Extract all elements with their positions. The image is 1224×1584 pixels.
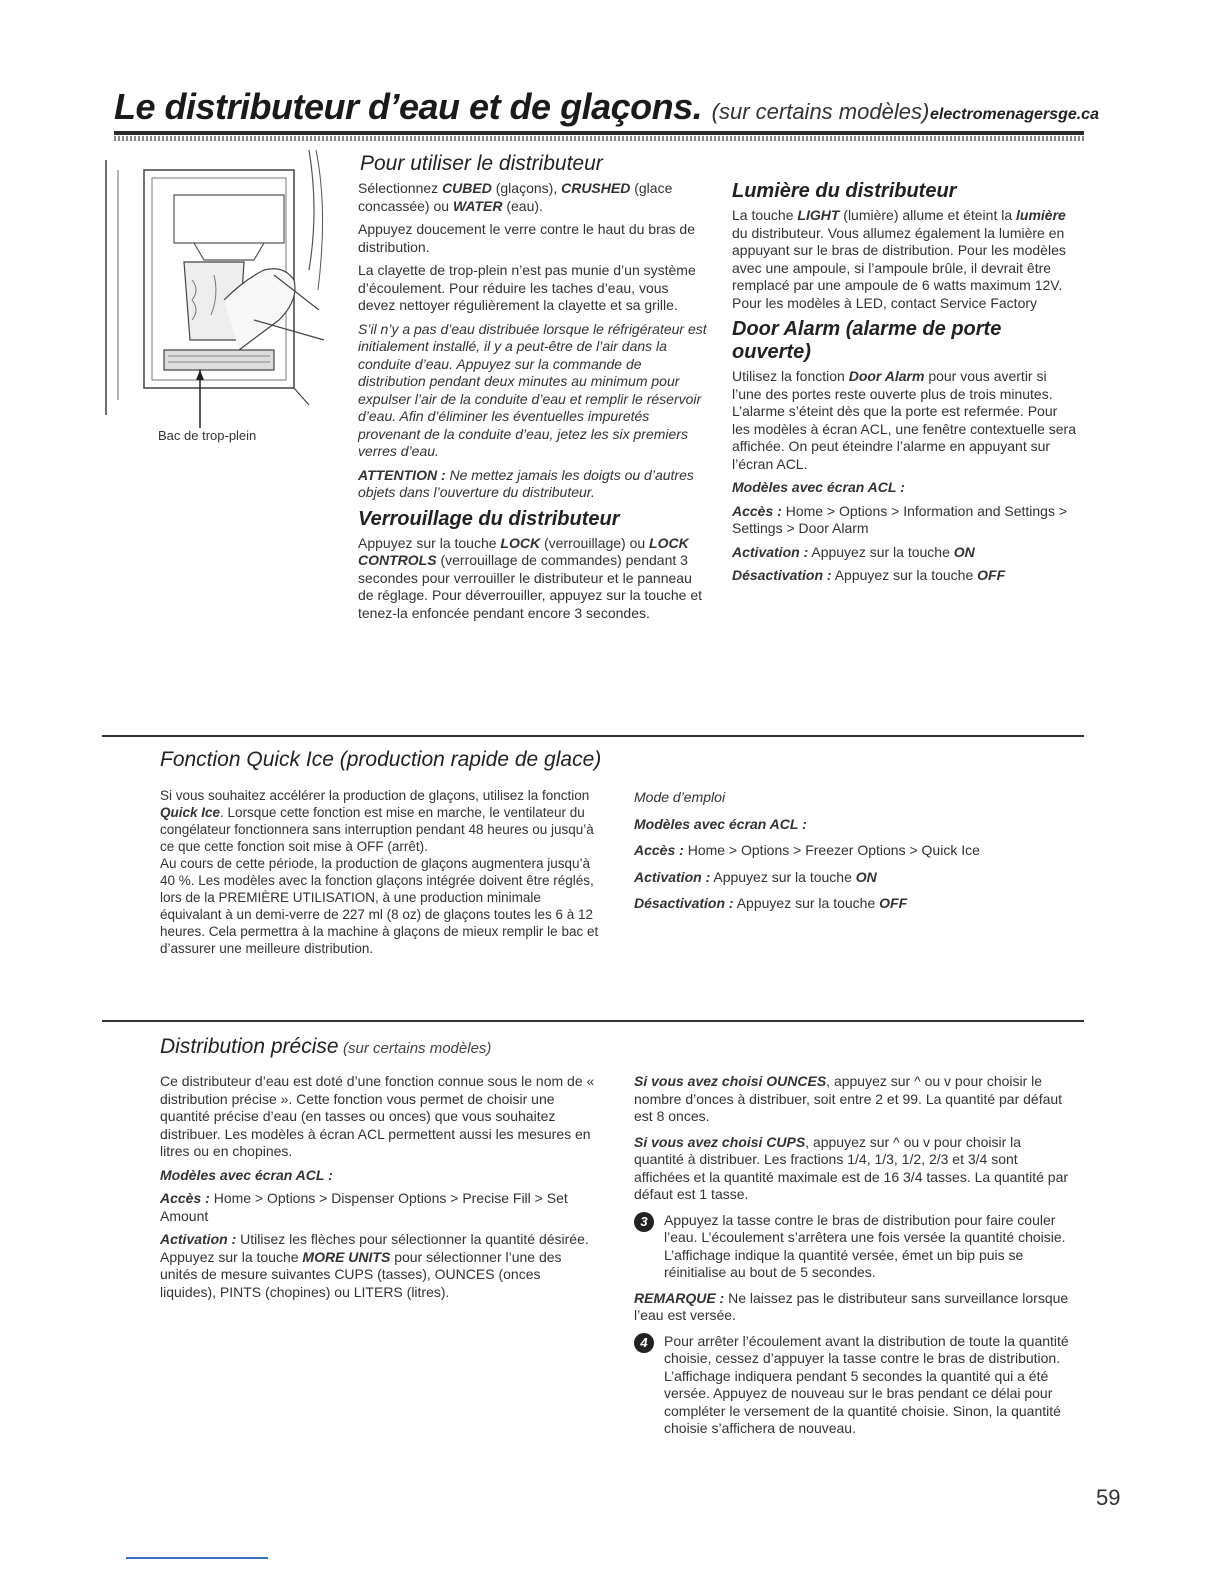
- light-heading: Lumière du distributeur: [732, 180, 957, 202]
- door-alarm-heading: Door Alarm (alarme de porte ouverte): [732, 318, 1002, 363]
- quick-ice-instructions: [634, 789, 1074, 919]
- page-number: 59: [1096, 1485, 1121, 1510]
- door-alarm-activation: Activation : Appuyez sur la touche ON: [732, 543, 975, 560]
- lock-heading: Verrouillage du distributeur: [358, 507, 620, 530]
- precise-lcd-label: Modèles avec écran ACL :: [160, 1166, 333, 1183]
- dispenser-illustration: [104, 150, 336, 450]
- title-main: Le distributeur d’eau et de glaçons.: [114, 86, 703, 127]
- title-subtitle: (sur certains modèles): [711, 99, 930, 124]
- quick-ice-lcd-label: Modèles avec écran ACL :: [634, 815, 807, 832]
- section-divider: [102, 735, 1084, 737]
- page-title: [114, 86, 929, 128]
- door-alarm-deactivation: Désactivation : Appuyez sur la touche OFF: [732, 567, 1006, 583]
- quick-ice-heading: Fonction Quick Ice (production rapide de glace): [160, 748, 602, 771]
- use-paragraph-air: S’il n’y a pas d’eau distribuée lorsque le réfrigérateur est initialement installé, il y a peut-être de l’air dans la conduite d’eau. Appuyez sur la commande de distribution pendant deux minutes au minimum pour expulser l’air de la conduite d’eau et remplir le réservoir d’eau. Afin d’éliminer les éventuelles impuretés provenant de la conduite d’eau, jetez les six premiers verres d’eau.: [358, 320, 707, 459]
- section-divider: [102, 1020, 1084, 1022]
- precise-right-text: [634, 1073, 1074, 1438]
- use-paragraph-tray: La clayette de trop-plein n’est pas munie d’un système d’écoulement. Pour réduire les taches d’eau, vous devez nettoyer régulièrement la clayette et sa grille.: [358, 262, 696, 313]
- precise-ounces: Si vous avez choisi OUNCES, appuyez sur ^ ou v pour choisir le nombre d’onces à distribuer, soit entre 2 et 99. La quantité par défaut est 8 onces.: [634, 1073, 1063, 1124]
- precise-activation: Activation : Utilisez les flèches pour sélectionner la quantité désirée. Appuyez sur la touche MORE UNITS pour sélectionner l’une des unités de mesure suivantes CUPS (tasses), OUNCES (onces liquides), PINTS (chopines) ou LITERS (litres).: [160, 1231, 589, 1300]
- use-text: [358, 180, 708, 502]
- use-paragraph-press: Appuyez doucement le verre contre le haut du bras de distribution.: [358, 221, 695, 255]
- precise-step-3: 3 Appuyez la tasse contre le bras de distribution pour faire couler l’eau. L’écoulement s’arrêtera une fois versée la quantité choisie. L’affichage indique la quantité versée, émet un bip puis se réinitialise au bout de 5 secondes.: [634, 1212, 1074, 1282]
- quick-ice-text: Si vous souhaitez accélérer la production de glaçons, utilisez la fonction Quick Ice. Lorsque cette fonction est mise en marche, le ventilateur du congélateur fonctionnera sans interruption pendant 48 heures ou jusqu’à ce que cette fonction soit mise à OFF (arrêt). Au cours de cette période, la production de glaçons augmentera jusqu’à 40 %. Les modèles avec la fonction glaçons intégrée doivent être réglés, lors de la PREMIÈRE UTILISATION, à une production minimale équivalant à un demi-verre de 227 ml (8 oz) de glaçons toutes les 6 à 12 heures. Cela permettra à la machine à glaçons de mieux remplir le bac et d’assurer une meilleure distribution.: [160, 788, 599, 956]
- use-heading: Pour utiliser le distributeur: [360, 152, 603, 175]
- light-section: [732, 180, 1077, 591]
- header-dotted-rule: [114, 136, 1084, 141]
- door-alarm-text: Utilisez la fonction Door Alarm pour vous avertir si l’une des portes reste ouverte plus de trois minutes. L’alarme s’éteint dès que la porte est refermée. Pour les modèles à écran ACL, une fenêtre contextuelle sera affichée. On peut éteindre l’alarme en appuyant sur l’écran ACL. Modèles avec écran ACL : Accès : Home > Options > Information and Settings > Settings > Door Alarm Activation : Appuyez sur la touche ON Désactivation : Appuyez sur la touche OFF: [732, 368, 1076, 583]
- door-alarm-lcd-label: Modèles avec écran ACL :: [732, 479, 905, 495]
- footer-link-line: [126, 1557, 268, 1559]
- header-rule: [114, 131, 1084, 135]
- lock-text: Appuyez sur la touche LOCK (verrouillage) ou LOCK CONTROLS (verrouillage de commandes) pendant 3 secondes pour verrouiller le distributeur et le panneau de réglage. Pour déverrouiller, appuyez sur la touche et tenez-la enfoncée pendant encore 3 secondes.: [358, 534, 702, 621]
- light-text: La touche LIGHT (lumière) allume et éteint la lumière du distributeur. Vous allumez également la lumière en appuyant sur le bras de distribution. Pour les modèles avec une ampoule, si l’ampoule brûle, il devrait être remplacé par une ampoule de 6 watts maximum 12V. Pour les modèles à LED, contact Service Factory: [732, 207, 1066, 311]
- use-attention: ATTENTION : Ne mettez jamais les doigts ou d’autres objets dans l’ouverture du distributeur.: [358, 466, 694, 500]
- precise-left-text: Ce distributeur d’eau est doté d’une fonction connue sous le nom de « distribution précise ». Cette fonction vous permet de choisir une quantité précise d’eau (en tasses ou onces) que vous souhaitez distribuer. Les modèles à écran ACL permettent aussi les mesures en litres ou en chopines. Modèles avec écran ACL : Accès : Home > Options > Dispenser Options > Precise Fill > Set Amount Activation : Utilisez les flèches pour sélectionner la quantité désirée. Appuyez sur la touche MORE UNITS pour sélectionner l’une des unités de mesure suivantes CUPS (tasses), OUNCES (onces liquides), PINTS (chopines) ou LITERS (litres).: [160, 1073, 600, 1307]
- precise-remark: REMARQUE : Ne laissez pas le distributeur sans surveillance lorsque l’eau est versée.: [634, 1289, 1069, 1323]
- site-url: electromenagersge.ca: [930, 106, 1099, 123]
- step-number-badge: 4: [634, 1333, 654, 1353]
- quick-ice-activation: Activation : Appuyez sur la touche ON: [634, 868, 877, 885]
- door-alarm-access: Accès : Home > Options > Information and Settings > Settings > Door Alarm: [732, 502, 1068, 536]
- precise-access: Accès : Home > Options > Dispenser Options > Precise Fill > Set Amount: [160, 1190, 568, 1224]
- quick-ice-mode-label: Mode d’emploi: [634, 789, 726, 805]
- use-section: [358, 152, 708, 628]
- figure-caption: Bac de trop-plein: [158, 428, 257, 443]
- precise-heading: Distribution précise (sur certains modèles): [160, 1035, 492, 1058]
- dispenser-drawing: [104, 150, 336, 450]
- precise-cups: Si vous avez choisi CUPS, appuyez sur ^ ou v pour choisir la quantité à distribuer. Les fractions 1/4, 1/3, 1/2, 2/3 et 3/4 sont affichées et la quantité maximale est de 16 3/4 tasses. La quantité par défaut est 1 tasse.: [634, 1133, 1069, 1202]
- quick-ice-deactivation: Désactivation : Appuyez sur la touche OFF: [634, 895, 908, 911]
- quick-ice-access: Accès : Home > Options > Freezer Options > Quick Ice: [634, 842, 980, 858]
- step-number-badge: 3: [634, 1212, 654, 1232]
- use-paragraph-select: Sélectionnez CUBED (glaçons), CRUSHED (glace concassée) ou WATER (eau).: [358, 180, 673, 214]
- precise-step-4: 4 Pour arrêter l’écoulement avant la distribution de toute la quantité choisie, cessez d’appuyer la tasse contre le bras de distribution. L’affichage indiquera pendant 5 secondes la quantité qui a été versée. Appuyez de nouveau sur le bras pendant ce délai pour compléter le versement de la quantité choisie. Sinon, la quantité choisie s’affichera de nouveau.: [634, 1333, 1074, 1438]
